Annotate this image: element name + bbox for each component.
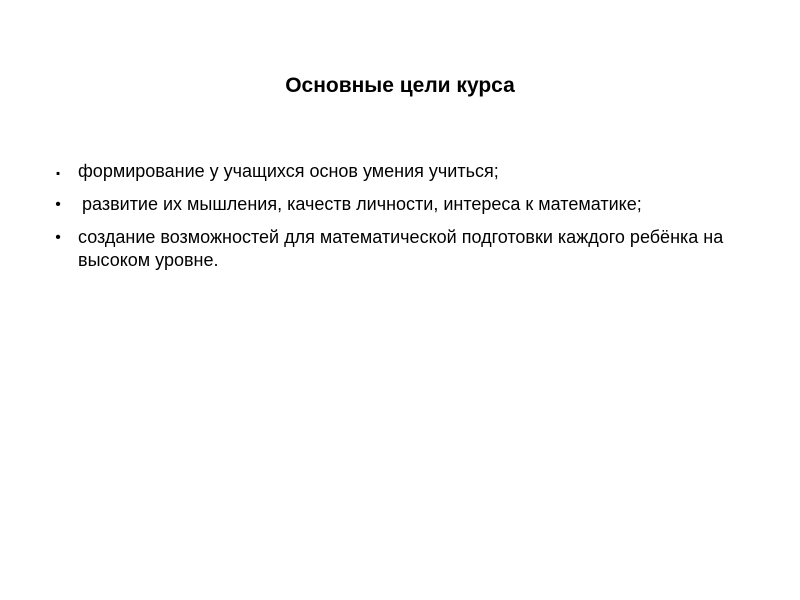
bullet-list — [50, 160, 770, 282]
bullet-marker: • — [55, 196, 61, 213]
bullet-text: развитие их мышления, качеств личности, интереса к математике; — [82, 194, 642, 214]
bullet-marker: . — [55, 158, 61, 180]
list-item — [50, 226, 770, 272]
bullet-text: создание возможностей для математической подготовки каждого ребёнка на высоком уровне. — [78, 227, 724, 270]
list-item — [50, 193, 770, 216]
slide-title: Основные цели курса — [285, 74, 515, 97]
bullet-marker: • — [55, 229, 61, 246]
bullet-text: формирование у учащихся основ умения учиться; — [78, 161, 499, 181]
list-item — [50, 160, 770, 183]
